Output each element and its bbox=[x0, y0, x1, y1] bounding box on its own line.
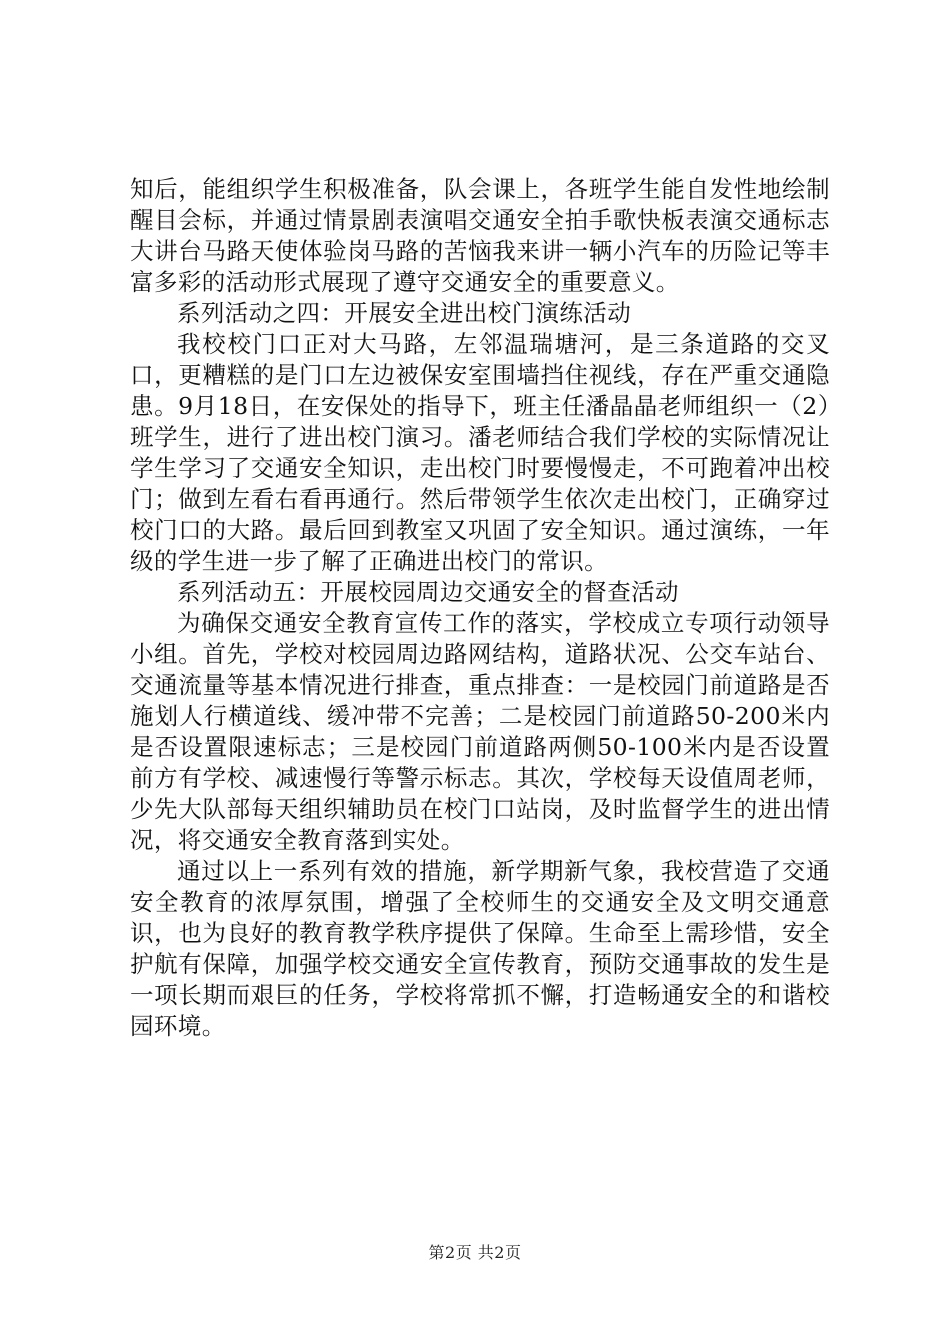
section-heading-activity-4: 系列活动之四：开展安全进出校门演练活动 bbox=[177, 299, 632, 327]
paragraph-activity-4: 我校校门口正对大马路，左邻温瑞塘河，是三条道路的交叉口，更糟糕的是门口左边被保安室围墙挡住视线，存在严重交通隐患。9月18日，在安保处的指导下，班主任潘晶晶老师组织一（2）班学生，进行了进出校门演习。潘老师结合我们学校的实际情况让学生学习了交通安全知识，走出校门时要慢慢走，不可跑着冲出校门；做到左看右看再通行。然后带领学生依次走出校门，正确穿过校门口的大路。最后回到教室又巩固了安全知识。通过演练，一年级的学生进一步了解了正确进出校门的常识。 bbox=[130, 330, 830, 575]
paragraph-activity-5: 为确保交通安全教育宣传工作的落实，学校成立专项行动领导小组。首先，学校对校园周边路网结构，道路状况、公交车站台、交通流量等基本情况进行排查，重点排查：一是校园门前道路是否施划人行横道线、缓冲带不完善；二是校园门前道路50-200米内是否设置限速标志；三是校园门前道路两侧50-100米内是否设置前方有学校、减速慢行等警示标志。其次，学校每天设值周老师，少先大队部每天组织辅助员在校门口站岗，及时监督学生的进出情况，将交通安全教育落到实处。 bbox=[130, 609, 830, 854]
section-heading-activity-5: 系列活动五：开展校园周边交通安全的督查活动 bbox=[177, 578, 679, 606]
paragraph-conclusion: 通过以上一系列有效的措施，新学期新气象，我校营造了交通安全教育的浓厚氛围，增强了全校师生的交通安全及文明交通意识，也为良好的教育教学秩序提供了保障。生命至上需珍惜，安全护航有保障，加强学校交通安全宣传教育，预防交通事故的发生是一项长期而艰巨的任务，学校将常抓不懈，打造畅通安全的和谐校园环境。 bbox=[130, 857, 830, 1040]
page-number-footer: 第2页 共2页 bbox=[428, 1243, 522, 1262]
document-body bbox=[130, 174, 830, 1042]
paragraph-continuation: 知后，能组织学生积极准备，队会课上，各班学生能自发性地绘制醒目会标，并通过情景剧表演唱交通安全拍手歌快板表演交通标志大讲台马路天使体验岗马路的苦恼我来讲一辆小汽车的历险记等丰富多彩的活动形式展现了遵守交通安全的重要意义。 bbox=[130, 175, 830, 296]
